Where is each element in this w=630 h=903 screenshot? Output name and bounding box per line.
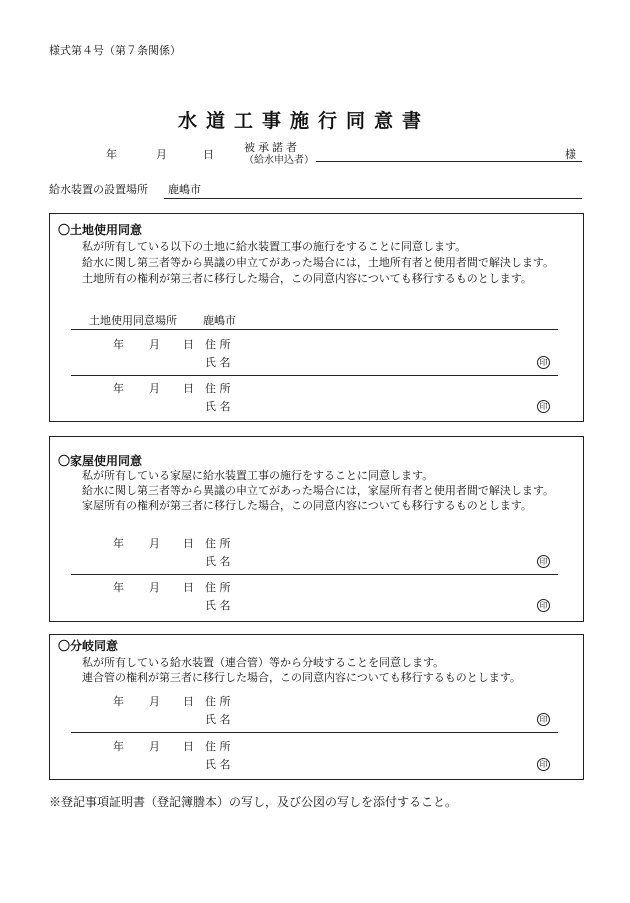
sig-name-label: 氏 名 — [205, 555, 231, 568]
land-location-label: 土地使用同意場所 — [89, 314, 177, 327]
land-line-3: 土地所有の権利が第三者に移行した場合，この同意内容についても移行するものとします。 — [82, 272, 532, 285]
page-title: 水道工事施行同意書 — [178, 110, 431, 132]
header-year: 年 — [106, 148, 117, 161]
branch-line-2: 連合管の権利が第三者に移行した場合，この同意内容についても移行するものとします。 — [82, 671, 521, 684]
sig-year: 年 — [113, 740, 124, 753]
sig-day: 日 — [183, 581, 194, 594]
honorific: 様 — [565, 148, 576, 161]
seal-icon: 印 — [537, 599, 550, 612]
install-location-value: 鹿嶋市 — [168, 183, 201, 196]
sig-name-label: 氏 名 — [205, 758, 231, 771]
sig-year: 年 — [113, 537, 124, 550]
sig-day: 日 — [183, 382, 194, 395]
install-location-line[interactable] — [164, 198, 582, 199]
header-day: 日 — [203, 148, 214, 161]
sig-year: 年 — [113, 581, 124, 594]
sig-name-label: 氏 名 — [205, 599, 231, 612]
sig-name-label: 氏 名 — [205, 400, 231, 413]
sig-day: 日 — [183, 537, 194, 550]
seal-icon: 印 — [537, 400, 550, 413]
header-month: 月 — [156, 148, 167, 161]
house-line-3: 家屋所有の権利が第三者に移行した場合，この同意内容についても移行するものとします。 — [82, 499, 532, 512]
sig-day: 日 — [183, 338, 194, 351]
sig-month: 月 — [149, 695, 160, 708]
house-line-1: 私が所有している家屋に給水装置工事の施行をすることに同意します。 — [82, 469, 434, 482]
land-line-2: 給水に関し第三者等から異議の申立てがあった場合には，土地所有者と使用者間で解決します。 — [82, 256, 555, 269]
sig-address-label: 住 所 — [205, 695, 231, 708]
sig-year: 年 — [113, 695, 124, 708]
sig-day: 日 — [183, 695, 194, 708]
footnote: ※登記事項証明書（登記簿謄本）の写し，及び公図の写しを添付すること。 — [49, 795, 458, 809]
land-location-line[interactable] — [71, 329, 558, 330]
recipient-name-line[interactable] — [316, 161, 582, 162]
sig-day: 日 — [183, 740, 194, 753]
house-divider — [71, 574, 558, 575]
seal-icon: 印 — [537, 555, 550, 568]
branch-divider — [71, 732, 558, 733]
house-heading: 〇家屋使用同意 — [58, 454, 143, 468]
sig-name-label: 氏 名 — [205, 713, 231, 726]
land-heading: 〇土地使用同意 — [58, 223, 143, 237]
seal-icon: 印 — [537, 758, 550, 771]
sig-address-label: 住 所 — [205, 338, 231, 351]
recipient-label: 被承諾者 — [244, 141, 300, 154]
form-number: 様式第４号（第７条関係） — [49, 44, 181, 57]
sig-address-label: 住 所 — [205, 537, 231, 550]
sig-month: 月 — [149, 382, 160, 395]
sig-address-label: 住 所 — [205, 581, 231, 594]
seal-icon: 印 — [537, 713, 550, 726]
sig-month: 月 — [149, 740, 160, 753]
land-location-value: 鹿嶋市 — [203, 314, 236, 327]
land-line-1: 私が所有している以下の土地に給水装置工事の施行をすることに同意します。 — [82, 240, 467, 253]
sig-month: 月 — [149, 581, 160, 594]
install-location-label: 給水装置の設置場所 — [49, 183, 148, 196]
recipient-sub: （給水申込者） — [244, 155, 314, 166]
sig-month: 月 — [149, 338, 160, 351]
sig-address-label: 住 所 — [205, 382, 231, 395]
sig-year: 年 — [113, 338, 124, 351]
house-line-2: 給水に関し第三者等から異議の申立てがあった場合には，家屋所有者と使用者間で解決します。 — [82, 484, 555, 497]
branch-line-1: 私が所有している給水装置（連合管）等から分岐することを同意します。 — [82, 656, 445, 669]
sig-name-label: 氏 名 — [205, 356, 231, 369]
sig-year: 年 — [113, 382, 124, 395]
branch-heading: 〇分岐同意 — [58, 639, 119, 653]
sig-month: 月 — [149, 537, 160, 550]
sig-address-label: 住 所 — [205, 740, 231, 753]
seal-icon: 印 — [537, 356, 550, 369]
land-divider — [71, 375, 558, 376]
